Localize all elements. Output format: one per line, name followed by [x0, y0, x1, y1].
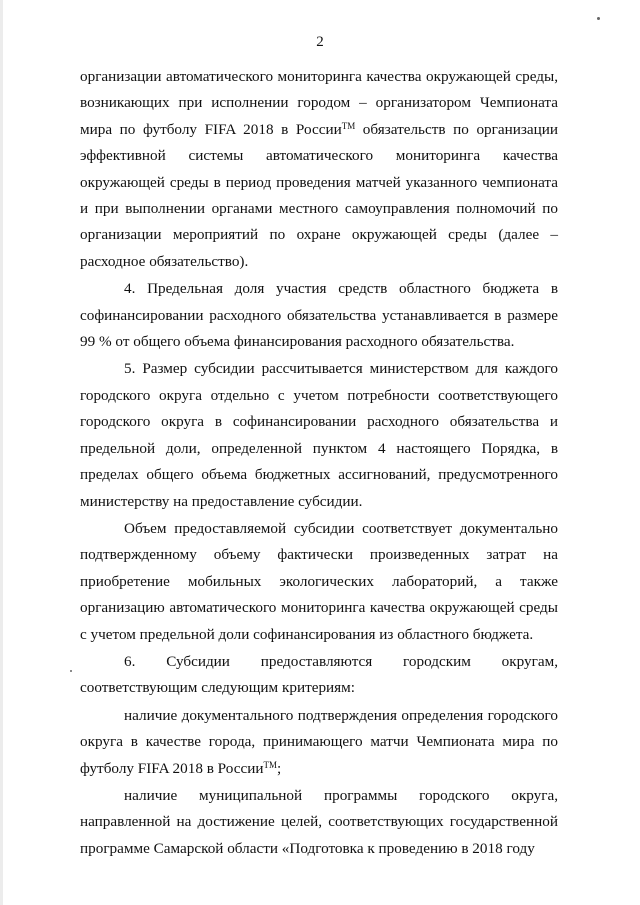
document-body [80, 64, 558, 862]
paragraph-7: наличие муниципальной программы городского округа, направленной на достижение целей, соответствующих государственной программе Самарской области «Подготовка к проведению в 2018 году [80, 786, 558, 857]
paragraph-3: 5. Размер субсидии рассчитывается министерством для каждого городского округа отдельно с учетом потребности соответствующего городского округа в софинансировании расходного обязательства и предельной доли, определенной пунктом 4 настоящего Порядка, в пределах общего объема бюджетных ассигнований, предусмотренного министерству на предоставление субсидии. [80, 360, 558, 510]
paragraph-4: Объем предоставляемой субсидии соответствует документально подтвержденному объему фактически произведенных затрат на приобретение мобильных экологических лабораторий, а также организацию автоматического мониторинга качества окружающей среды с учетом предельной доли софинансирования из областного бюджета. [80, 519, 558, 643]
scan-speck [597, 17, 600, 20]
paragraph-2: 4. Предельная доля участия средств областного бюджета в софинансировании расходного обязательства устанавливается в размере 99 % от общего объема финансирования расходного обязательства. [80, 280, 558, 351]
paragraph-5: 6. Субсидии предоставляются городским округам, соответствующим следующим критериям: [80, 652, 558, 697]
scan-speck [70, 670, 72, 672]
page-number: 2 [316, 34, 324, 50]
paragraph-1: организации автоматического мониторинга качества окружающей среды, возникающих при исполнении городом – организатором Чемпионата мира по футболу FIFA 2018 в России™ обязательств по организации эффективной системы автоматического мониторинга качества окружающей среды в период проведения матчей указанного чемпионата и при выполнении органами местного самоуправления полномочий по организации мероприятий по охране окружающей среды (далее – расходное обязательство). [80, 68, 558, 270]
scan-edge [0, 0, 3, 905]
paragraph-6: наличие документального подтверждения определения городского округа в качестве города, принимающего матчи Чемпионата мира по футболу FIFA 2018 в России™; [80, 706, 558, 777]
